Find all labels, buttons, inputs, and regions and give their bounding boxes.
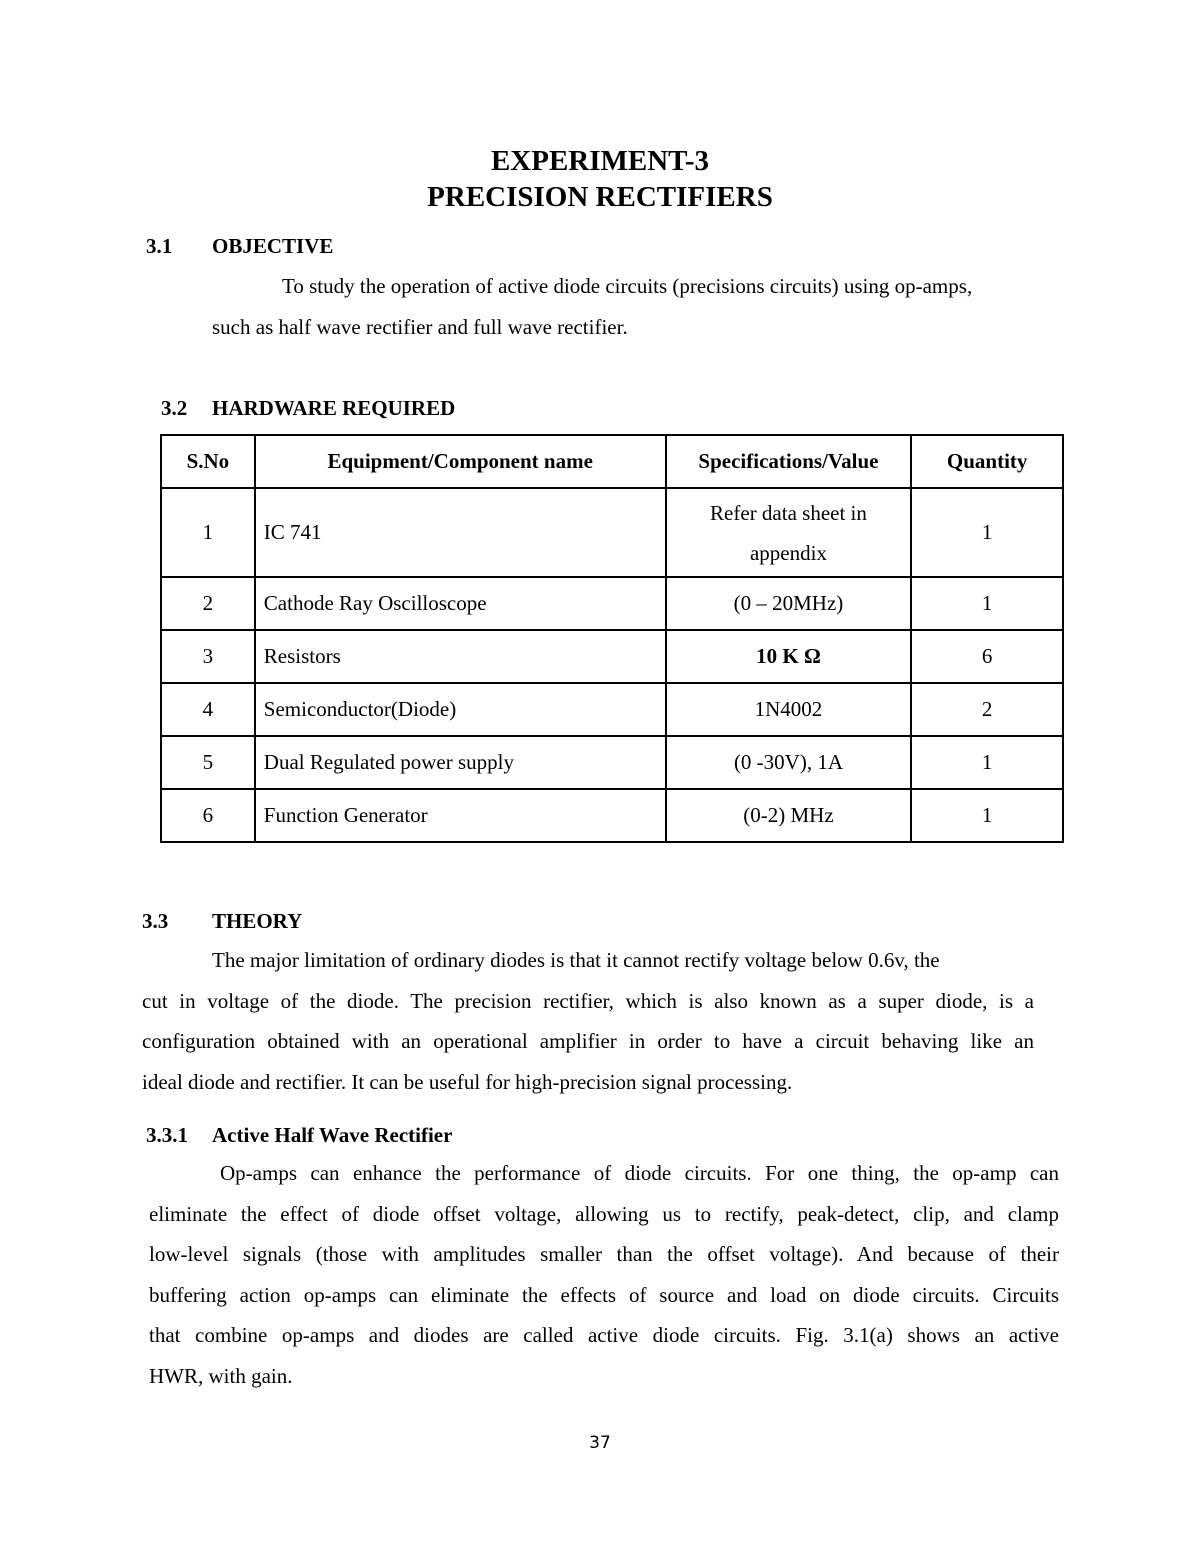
cell-spec: 10 K Ω: [666, 630, 912, 683]
hardware-heading: [161, 394, 661, 422]
column-header-name: Equipment/Component name: [255, 435, 666, 488]
objective-text: [212, 266, 1092, 347]
theory-line: ideal diode and rectifier. It can be useful for high-precision signal processing.: [142, 1069, 793, 1094]
table-row: [161, 683, 1063, 736]
table-header-row: [161, 435, 1063, 488]
theory-heading: [142, 907, 542, 935]
active-hwr-line: Op-amps can enhance the performance of diode circuits. For one thing, the op-amp can: [220, 1161, 1059, 1185]
cell-name: IC 741: [255, 488, 666, 577]
experiment-number: EXPERIMENT-3: [490, 145, 710, 177]
cell-spec: (0-2) MHz: [666, 789, 912, 842]
cell-spec-line: Refer data sheet in: [710, 500, 867, 525]
active-hwr-line: HWR, with gain.: [149, 1363, 293, 1388]
active-hwr-text: [149, 1153, 1059, 1396]
table-row: [161, 630, 1063, 683]
objective-line: To study the operation of active diode circuits (precisions circuits) using op-amps,: [282, 274, 973, 298]
active-hwr-title: Active Half Wave Rectifier: [212, 1123, 453, 1147]
hardware-number: 3.2: [161, 396, 188, 420]
table-row: [161, 789, 1063, 842]
cell-quantity: 1: [911, 736, 1063, 789]
cell-quantity: 1: [911, 488, 1063, 577]
active-hwr-number: 3.3.1: [146, 1123, 188, 1147]
cell-spec: 1N4002: [666, 683, 912, 736]
objective-title: OBJECTIVE: [212, 234, 334, 258]
cell-name: Function Generator: [255, 789, 666, 842]
theory-text: [142, 940, 1034, 1102]
active-hwr-line: buffering action op-amps can eliminate the effects of source and load on diode circuits. Circuits: [149, 1282, 1059, 1307]
cell-spec: [666, 488, 912, 577]
theory-line: The major limitation of ordinary diodes is that it cannot rectify voltage below 0.6v, the: [212, 948, 940, 972]
theory-line: configuration obtained with an operational amplifier in order to have a circuit behaving like an: [142, 1029, 1034, 1053]
hardware-title: HARDWARE REQUIRED: [212, 396, 456, 420]
cell-spec: (0 -30V), 1A: [666, 736, 912, 789]
cell-name: Cathode Ray Oscilloscope: [255, 577, 666, 630]
active-hwr-line: eliminate the effect of diode offset voltage, allowing us to rectify, peak-detect, clip, and clamp: [149, 1201, 1059, 1226]
cell-name: Dual Regulated power supply: [255, 736, 666, 789]
cell-sno: 3: [161, 630, 255, 683]
objective-number: 3.1: [146, 234, 173, 258]
theory-number: 3.3: [142, 909, 169, 933]
active-hwr-line: that combine op-amps and diodes are called active diode circuits. Fig. 3.1(a) shows an active: [149, 1323, 1059, 1347]
cell-spec-line: appendix: [749, 540, 827, 565]
active-hwr-heading: [146, 1121, 646, 1149]
table-row: [161, 736, 1063, 789]
column-header-sno: S.No: [161, 435, 255, 488]
cell-name: Semiconductor(Diode): [255, 683, 666, 736]
theory-title: THEORY: [212, 909, 303, 933]
cell-name: Resistors: [255, 630, 666, 683]
cell-spec: (0 – 20MHz): [666, 577, 912, 630]
theory-line: cut in voltage of the diode. The precision rectifier, which is also known as a super diode, is a: [142, 988, 1034, 1013]
cell-quantity: 1: [911, 577, 1063, 630]
cell-quantity: 6: [911, 630, 1063, 683]
cell-sno: 4: [161, 683, 255, 736]
cell-sno: 2: [161, 577, 255, 630]
cell-quantity: 2: [911, 683, 1063, 736]
objective-line: such as half wave rectifier and full wave rectifier.: [212, 314, 628, 339]
column-header-spec: Specifications/Value: [666, 435, 912, 488]
table-row: [161, 488, 1063, 577]
page-title: PRECISION RECTIFIERS: [427, 181, 773, 213]
hardware-table: [160, 434, 1064, 843]
page-number: 37: [589, 1433, 611, 1453]
cell-quantity: 1: [911, 789, 1063, 842]
cell-sno: 5: [161, 736, 255, 789]
table-row: [161, 577, 1063, 630]
cell-sno: 6: [161, 789, 255, 842]
cell-sno: 1: [161, 488, 255, 577]
column-header-quantity: Quantity: [911, 435, 1063, 488]
active-hwr-line: low-level signals (those with amplitudes smaller than the offset voltage). And because of their: [149, 1242, 1059, 1266]
objective-heading: [146, 232, 546, 260]
